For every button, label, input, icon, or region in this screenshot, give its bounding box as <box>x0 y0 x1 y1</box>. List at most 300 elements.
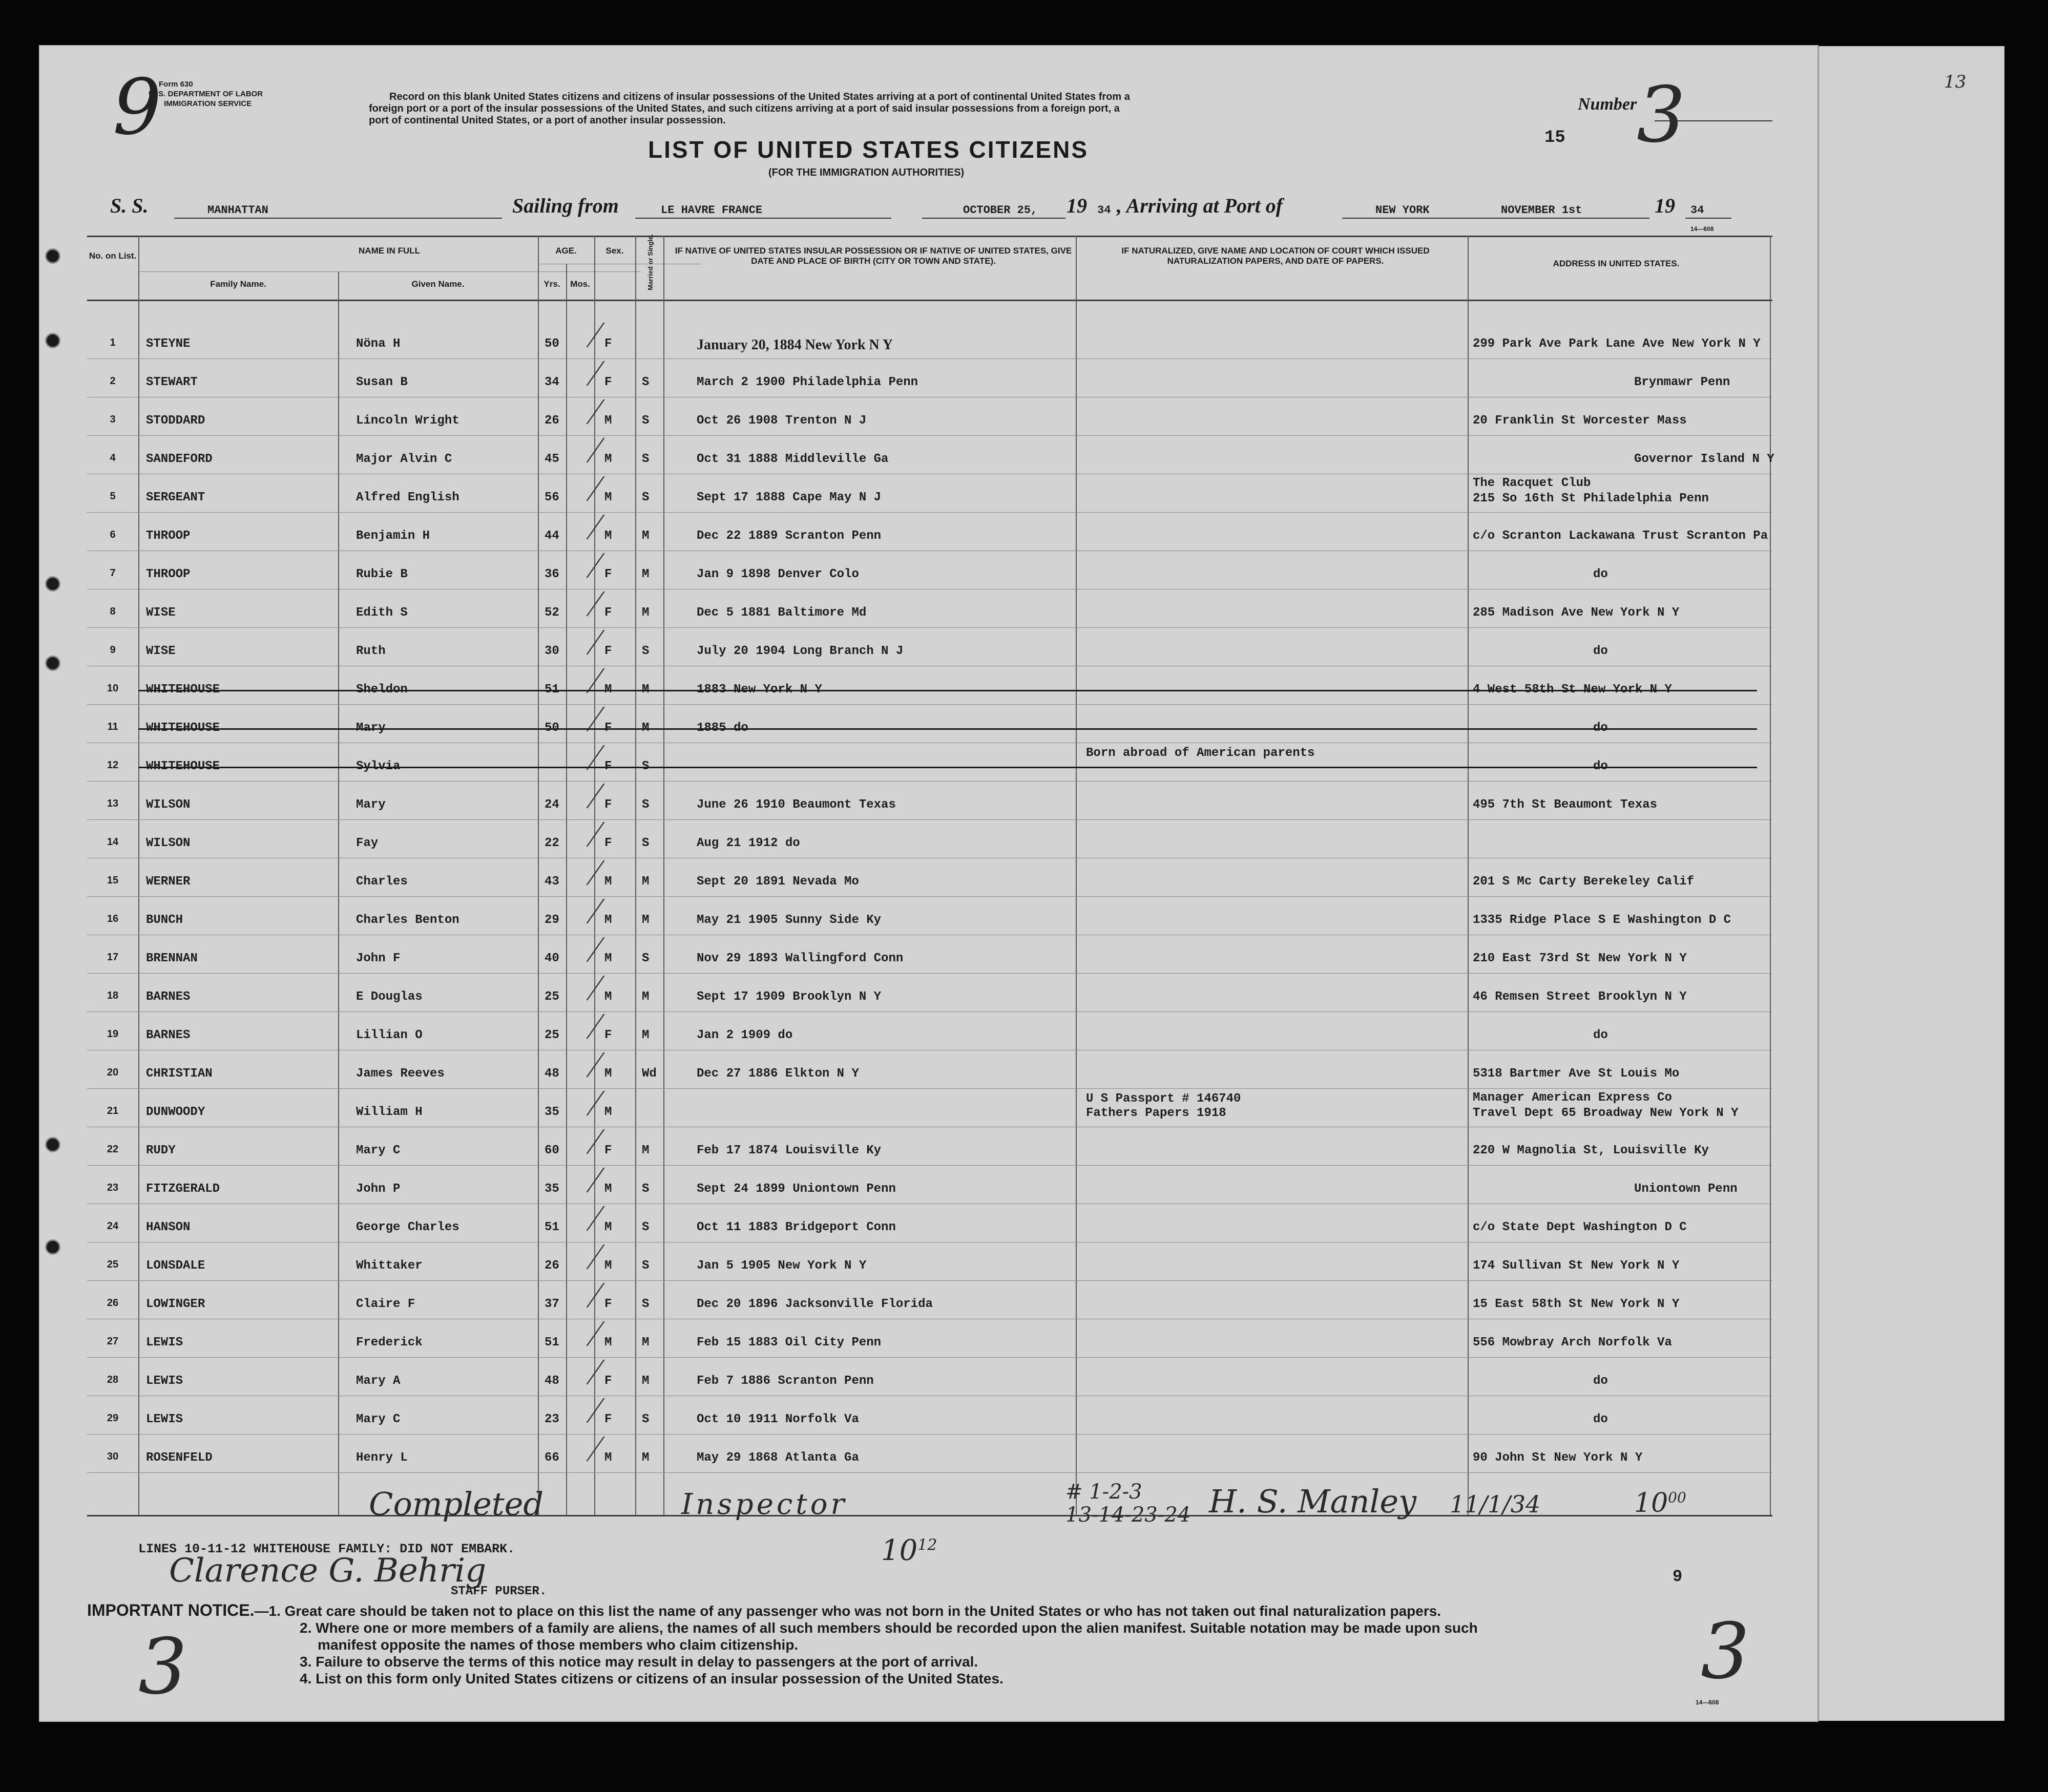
row-rule <box>87 973 1772 974</box>
col-sex: Sex. <box>605 246 624 256</box>
given-name: Mary C <box>356 1144 401 1157</box>
address: do <box>1593 567 1608 581</box>
family-name: BARNES <box>146 1028 191 1042</box>
sex: M <box>604 414 612 428</box>
given-name: Lincoln Wright <box>356 414 459 428</box>
birth-place: Feb 15 1883 Oil City Penn <box>697 1336 882 1350</box>
sex: M <box>604 1220 612 1234</box>
age-years: 22 <box>545 836 559 850</box>
marital-status: M <box>642 1374 650 1388</box>
birth-place: May 29 1868 Atlanta Ga <box>697 1451 859 1465</box>
row-number: 6 <box>110 529 116 540</box>
lines-note: LINES 10-11-12 WHITEHOUSE FAMILY: DID NOT EMBARK. <box>138 1542 515 1556</box>
marital-status: S <box>642 452 650 466</box>
given-name: John P <box>356 1182 401 1196</box>
given-name: Mary C <box>356 1412 401 1426</box>
col-mos: Mos. <box>570 279 590 289</box>
birth-place: Nov 29 1893 Wallingford Conn <box>697 952 904 965</box>
arrival-year-prefix: 19 <box>1655 194 1675 217</box>
given-name: Mary <box>356 798 386 812</box>
address: 285 Madison Ave New York N Y <box>1473 606 1680 620</box>
row-number: 24 <box>107 1220 119 1232</box>
row-number: 11 <box>107 721 118 732</box>
marital-status: M <box>642 567 650 581</box>
family-name: LONSDALE <box>146 1259 205 1273</box>
big-handwritten-3-right: 3 <box>1701 1607 1750 1696</box>
table-row <box>87 556 1772 594</box>
corner-page-number: 13 <box>1944 72 1967 92</box>
birth-place: Dec 27 1886 Elkton N Y <box>697 1067 859 1081</box>
birth-place: Oct 26 1908 Trenton N J <box>697 414 867 428</box>
birth-place: June 26 1910 Beaumont Texas <box>697 798 896 812</box>
age-years: 36 <box>545 567 559 581</box>
marital-status: S <box>642 1412 650 1426</box>
sex: M <box>604 491 612 504</box>
family-name: LEWIS <box>146 1412 183 1426</box>
address: do <box>1593 644 1608 658</box>
age-years: 26 <box>545 414 559 428</box>
address: 495 7th St Beaumont Texas <box>1473 798 1658 812</box>
age-years: 25 <box>545 1028 559 1042</box>
address: 90 John St New York N Y <box>1473 1451 1643 1465</box>
table-row <box>87 1017 1772 1055</box>
punch-hole <box>45 656 60 671</box>
strikethrough-line <box>138 767 1757 768</box>
marital-status: S <box>642 1182 650 1196</box>
sex: M <box>604 1182 612 1196</box>
table-row <box>87 440 1772 479</box>
marital-status: M <box>642 913 650 927</box>
punch-hole <box>45 333 60 348</box>
given-name: Rubie B <box>356 567 408 581</box>
sex: F <box>604 375 612 389</box>
handwritten-left-mark: 9 <box>113 63 162 152</box>
age-years: 35 <box>545 1182 559 1196</box>
family-name: STODDARD <box>146 414 205 428</box>
sex: F <box>604 1412 612 1426</box>
family-name: STEYNE <box>146 337 191 351</box>
row-number: 21 <box>107 1105 119 1116</box>
given-name: Charles <box>356 875 408 889</box>
sailing-from: LE HAVRE FRANCE <box>661 204 763 217</box>
marital-status: S <box>642 644 650 658</box>
given-name: Alfred English <box>356 491 459 504</box>
marital-status: S <box>642 836 650 850</box>
address: 220 W Magnolia St, Louisville Ky <box>1473 1144 1709 1157</box>
col-given: Given Name. <box>411 279 465 289</box>
given-name: Major Alvin C <box>356 452 452 466</box>
handwritten-time-2: $10^{12}$ <box>881 1534 937 1567</box>
row-rule <box>87 1011 1772 1012</box>
address: 5318 Bartmer Ave St Louis Mo <box>1473 1067 1680 1081</box>
table-row <box>87 364 1772 402</box>
age-years: 51 <box>545 1336 559 1350</box>
given-name: George Charles <box>356 1220 459 1234</box>
sex: F <box>604 644 612 658</box>
given-name: Whittaker <box>356 1259 423 1273</box>
row-rule <box>87 1088 1772 1089</box>
given-name: Ruth <box>356 644 386 658</box>
marital-status: S <box>642 375 650 389</box>
row-number: 29 <box>107 1412 119 1424</box>
marital-status: M <box>642 1144 650 1157</box>
given-name: Frederick <box>356 1336 423 1350</box>
family-name: BUNCH <box>146 913 183 927</box>
handwritten-completed: Completed <box>369 1485 544 1523</box>
row-rule <box>87 1472 1772 1473</box>
staff-purser-label: STAFF PURSER. <box>451 1585 547 1598</box>
birth-place: Dec 20 1896 Jacksonville Florida <box>697 1297 933 1311</box>
family-name: WISE <box>146 606 176 620</box>
marital-status: S <box>642 414 650 428</box>
sex: M <box>604 1105 612 1119</box>
given-name: William H <box>356 1105 423 1119</box>
row-number: 14 <box>107 836 119 848</box>
row-number: 10 <box>107 683 119 694</box>
birth-place: Dec 5 1881 Baltimore Md <box>697 606 867 620</box>
family-name: DUNWOODY <box>146 1105 205 1119</box>
row-rule <box>87 1434 1772 1435</box>
given-name: James Reeves <box>356 1067 445 1081</box>
page-title: LIST OF UNITED STATES CITIZENS <box>648 136 1089 163</box>
family-name: LEWIS <box>146 1336 183 1350</box>
date-underline <box>922 218 1065 219</box>
birth-place: Sept 24 1899 Uniontown Penn <box>697 1182 896 1196</box>
row-rule <box>87 896 1772 897</box>
sex: F <box>604 798 612 812</box>
birth-place: Oct 11 1883 Bridgeport Conn <box>697 1220 896 1234</box>
row-number: 26 <box>107 1297 119 1309</box>
year-prefix: 19 <box>1067 194 1087 217</box>
arrival-port: NEW YORK <box>1375 204 1430 217</box>
table-row <box>87 825 1772 863</box>
handwritten-inspector: Inspector <box>681 1488 848 1521</box>
age-years: 50 <box>545 337 559 351</box>
birth-place: July 20 1904 Long Branch N J <box>697 644 904 658</box>
name-subheader-rule <box>138 271 640 272</box>
address: 15 East 58th St New York N Y <box>1473 1297 1680 1311</box>
naturalization-info: U S Passport # 146740 <box>1086 1092 1241 1106</box>
address: Manager American Express Co <box>1473 1091 1672 1105</box>
col-yrs: Yrs. <box>544 279 560 289</box>
row-rule <box>87 435 1772 436</box>
handwritten-manley: H. S. Manley <box>1209 1483 1417 1520</box>
handwritten-date: 11/1/34 <box>1450 1490 1541 1518</box>
col-address: ADDRESS IN UNITED STATES. <box>1553 259 1680 268</box>
address: 174 Sullivan St New York N Y <box>1473 1259 1680 1273</box>
given-name: Nöna H <box>356 337 401 351</box>
age-years: 48 <box>545 1067 559 1081</box>
marital-status: M <box>642 1451 650 1465</box>
family-name: RUDY <box>146 1144 176 1157</box>
row-number: 22 <box>107 1144 119 1155</box>
important-notice: IMPORTANT NOTICE.—1. Great care should be taken not to place on this list the name of any passenger who was not born in the United States or who has not taken out final naturalization papers. 2. Where one or more members of a family are aliens, the names of all such members should be recorded upon the alien manifest. Suitable notation may be made upon such manifest opposite the names of those members who claim citizenship. 3. Failure to observe the terms of this notice may result in delay to passengers at the port of arrival. 4. List on this form only United States citizens or citizens of an insular possession of the United States. <box>87 1601 1478 1686</box>
row-number: 28 <box>107 1374 119 1385</box>
punch-hole <box>45 576 60 592</box>
address: 299 Park Ave Park Lane Ave New York N Y <box>1473 337 1761 351</box>
address: Brynmawr Penn <box>1634 375 1730 389</box>
age-years: 30 <box>545 644 559 658</box>
big-handwritten-3-left: 3 <box>138 1622 187 1712</box>
form-id-block: Form 630 U. S. DEPARTMENT OF LABOR IMMIGRATION SERVICE <box>149 80 263 108</box>
birth-place: Sept 20 1891 Nevada Mo <box>697 875 859 889</box>
row-number: 30 <box>107 1451 119 1462</box>
birth-place: March 2 1900 Philadelphia Penn <box>697 375 918 389</box>
row-number: 7 <box>110 567 116 579</box>
marital-status: S <box>642 1297 650 1311</box>
col-birth: IF NATIVE OF UNITED STATES INSULAR POSSESSION OR IF NATIVE OF UNITED STATES, GIVE DATE AND PLACE OF BIRTH (CITY OR TOWN AND STATE). <box>675 246 1072 266</box>
sex: F <box>604 337 612 351</box>
sex: F <box>604 1028 612 1042</box>
handwritten-refs-2: 13-14-23-24 <box>1065 1503 1191 1527</box>
address: Governor Island N Y <box>1634 452 1774 466</box>
address: The Racquet Club <box>1473 476 1591 490</box>
birth-place: Oct 10 1911 Norfolk Va <box>697 1412 859 1426</box>
sex: M <box>604 990 612 1004</box>
row-number: 9 <box>110 644 116 656</box>
number-value: 3 <box>1637 71 1686 160</box>
sex: M <box>604 452 612 466</box>
from-underline <box>635 218 891 219</box>
age-years: 34 <box>545 375 559 389</box>
given-name: Henry L <box>356 1451 408 1465</box>
address: 210 East 73rd St New York N Y <box>1473 952 1687 965</box>
sex: M <box>604 1067 612 1081</box>
age-years: 26 <box>545 1259 559 1273</box>
col-naturalized: IF NATURALIZED, GIVE NAME AND LOCATION OF COURT WHICH ISSUED NATURALIZATION PAPERS, AND DATE OF PAPERS. <box>1121 246 1430 266</box>
age-years: 48 <box>545 1374 559 1388</box>
birth-place: Sept 17 1888 Cape May N J <box>697 491 882 504</box>
family-name: CHRISTIAN <box>146 1067 213 1081</box>
sex: M <box>604 1451 612 1465</box>
row-rule <box>87 512 1772 513</box>
sex: M <box>604 875 612 889</box>
address: 556 Mowbray Arch Norfolk Va <box>1473 1336 1672 1350</box>
row-number: 1 <box>110 337 116 348</box>
age-years: 66 <box>545 1451 559 1465</box>
table-row <box>87 1362 1772 1401</box>
birth-place: Oct 31 1888 Middleville Ga <box>697 452 889 466</box>
given-name: Edith S <box>356 606 408 620</box>
age-years: 56 <box>545 491 559 504</box>
sex: M <box>604 1259 612 1273</box>
naturalization-info: Born abroad of American parents <box>1086 746 1315 760</box>
row-number: 2 <box>110 375 116 387</box>
given-name: John F <box>356 952 401 965</box>
row-number: 23 <box>107 1182 119 1193</box>
col-age: AGE. <box>555 246 577 256</box>
given-name: Benjamin H <box>356 529 430 543</box>
row-rule <box>87 1280 1772 1281</box>
address: do <box>1593 1028 1608 1042</box>
adjacent-page-edge <box>1817 46 2004 1721</box>
family-name: LOWINGER <box>146 1297 205 1311</box>
table-header-rule <box>87 300 1772 301</box>
given-name: Claire F <box>356 1297 415 1311</box>
col-family: Family Name. <box>210 279 266 289</box>
col-name-in-full: NAME IN FULL <box>359 246 420 256</box>
punch-hole <box>45 1137 60 1152</box>
stamp-15: 15 <box>1544 128 1565 147</box>
ship-name: MANHATTAN <box>207 204 268 217</box>
row-number: 8 <box>110 606 116 617</box>
row-number: 17 <box>107 952 119 963</box>
given-name: Charles Benton <box>356 913 459 927</box>
naturalization-info-2: Fathers Papers 1918 <box>1086 1106 1226 1120</box>
sex: F <box>604 1144 612 1157</box>
given-name: Susan B <box>356 375 408 389</box>
row-rule <box>87 704 1772 705</box>
address: 20 Franklin St Worcester Mass <box>1473 414 1687 428</box>
row-number: 20 <box>107 1067 119 1078</box>
col-married: Married or Single. <box>646 234 654 290</box>
address: c/o Scranton Lackawana Trust Scranton Pa <box>1473 529 1768 543</box>
sex: M <box>604 952 612 965</box>
given-name: E Douglas <box>356 990 423 1004</box>
sex: F <box>604 1374 612 1388</box>
age-years: 40 <box>545 952 559 965</box>
birth-place: Jan 9 1898 Denver Colo <box>697 567 859 581</box>
address: 201 S Mc Carty Berekeley Calif <box>1473 875 1695 889</box>
address-line-2: Travel Dept 65 Broadway New York N Y <box>1473 1106 1739 1120</box>
table-row <box>87 633 1772 671</box>
sex: M <box>604 913 612 927</box>
birth-place: Aug 21 1912 do <box>697 836 800 850</box>
row-number: 18 <box>107 990 119 1001</box>
sailing-from-label: Sailing from <box>512 194 619 217</box>
marital-status: M <box>642 990 650 1004</box>
year-underline <box>1685 218 1731 219</box>
row-number: 12 <box>107 760 119 771</box>
family-name: WILSON <box>146 836 191 850</box>
family-name: LEWIS <box>146 1374 183 1388</box>
row-rule <box>87 1165 1772 1166</box>
family-name: ROSENFELD <box>146 1451 213 1465</box>
strikethrough-line <box>138 728 1757 730</box>
birth-place: Feb 7 1886 Scranton Penn <box>697 1374 874 1388</box>
marital-status: M <box>642 606 650 620</box>
given-name: Mary A <box>356 1374 401 1388</box>
given-name: Fay <box>356 836 379 850</box>
col-no: No. on List. <box>89 251 137 261</box>
header-notice: Record on this blank United States citizens and citizens of insular possessions of the United States arriving at a port of continental United States from a foreign port or a port of the insular possessions of the United States, and such citizens arriving at a port of said insular possessions from a foreign port, a port of continental United States, or a port of another insular possession. <box>369 91 1130 126</box>
sex: M <box>604 1336 612 1350</box>
family-name: BARNES <box>146 990 191 1004</box>
age-years: 23 <box>545 1412 559 1426</box>
birth-place: Feb 17 1874 Louisville Ky <box>697 1144 882 1157</box>
row-rule <box>87 781 1772 782</box>
birth-place: January 20, 1884 New York N Y <box>697 337 893 353</box>
table-row <box>87 1401 1772 1439</box>
print-code: 14—608 <box>1690 225 1714 233</box>
handwritten-refs-1: # 1-2-3 <box>1065 1480 1142 1504</box>
row-number: 15 <box>107 875 119 886</box>
marital-status: S <box>642 952 650 965</box>
row-number: 27 <box>107 1336 119 1347</box>
age-years: 35 <box>545 1105 559 1119</box>
age-years: 45 <box>545 452 559 466</box>
table-row <box>87 1170 1772 1209</box>
row-number: 3 <box>110 414 116 425</box>
family-name: WILSON <box>146 798 191 812</box>
birth-place: Jan 2 1909 do <box>697 1028 793 1042</box>
age-years: 25 <box>545 990 559 1004</box>
family-name: STEWART <box>146 375 198 389</box>
sailing-date: OCTOBER 25, <box>963 204 1038 217</box>
row-number: 4 <box>110 452 116 463</box>
family-name: BRENNAN <box>146 952 198 965</box>
age-years: 44 <box>545 529 559 543</box>
purser-signature: Clarence G. Behrig <box>169 1552 487 1590</box>
punch-hole <box>45 1239 60 1255</box>
row-number: 16 <box>107 913 119 924</box>
marital-status: S <box>642 491 650 504</box>
family-name: THROOP <box>146 529 191 543</box>
arriving-label: , Arriving at Port of <box>1117 194 1283 217</box>
given-name: Lillian O <box>356 1028 423 1042</box>
row-number: 19 <box>107 1028 119 1040</box>
family-name: WERNER <box>146 875 191 889</box>
punch-hole <box>45 248 60 264</box>
sex: M <box>604 529 612 543</box>
row-number: 5 <box>110 491 116 502</box>
marital-status: Wd <box>642 1067 657 1081</box>
arrival-year: 34 <box>1690 204 1704 217</box>
sex: F <box>604 567 612 581</box>
address-line-2: 215 So 16th St Philadelphia Penn <box>1473 492 1709 505</box>
ship-underline <box>174 218 502 219</box>
row-number: 13 <box>107 798 119 809</box>
family-name: HANSON <box>146 1220 191 1234</box>
table-top-rule <box>87 236 1772 237</box>
birth-place: Sept 17 1909 Brooklyn N Y <box>697 990 882 1004</box>
age-years: 52 <box>545 606 559 620</box>
marital-status: M <box>642 875 650 889</box>
birth-place: Jan 5 1905 New York N Y <box>697 1259 867 1273</box>
address: 46 Remsen Street Brooklyn N Y <box>1473 990 1687 1004</box>
family-name: FITZGERALD <box>146 1182 220 1196</box>
number-label: Number <box>1578 95 1637 114</box>
marital-status: M <box>642 1336 650 1350</box>
ss-label: S. S. <box>110 194 149 217</box>
marital-status: S <box>642 798 650 812</box>
address: Uniontown Penn <box>1634 1182 1738 1196</box>
footer-code: 14—608 <box>1696 1699 1719 1706</box>
row-rule <box>87 627 1772 628</box>
port-underline <box>1342 218 1649 219</box>
sex: F <box>604 606 612 620</box>
family-name: THROOP <box>146 567 191 581</box>
birth-place: May 21 1905 Sunny Side Ky <box>697 913 882 927</box>
marital-status: M <box>642 529 650 543</box>
family-name: SANDEFORD <box>146 452 213 466</box>
sailing-year: 34 <box>1097 204 1111 217</box>
strikethrough-line <box>138 690 1757 691</box>
address: c/o State Dept Washington D C <box>1473 1220 1687 1234</box>
age-years: 51 <box>545 1220 559 1234</box>
age-years: 60 <box>545 1144 559 1157</box>
age-years: 24 <box>545 798 559 812</box>
marital-status: S <box>642 1220 650 1234</box>
age-years: 37 <box>545 1297 559 1311</box>
age-years: 29 <box>545 913 559 927</box>
family-name: SERGEANT <box>146 491 205 504</box>
marital-status: M <box>642 1028 650 1042</box>
row-number: 25 <box>107 1259 119 1270</box>
sex: F <box>604 1297 612 1311</box>
page-subtitle: (FOR THE IMMIGRATION AUTHORITIES) <box>768 167 965 178</box>
arrival-date: NOVEMBER 1st <box>1501 204 1582 217</box>
